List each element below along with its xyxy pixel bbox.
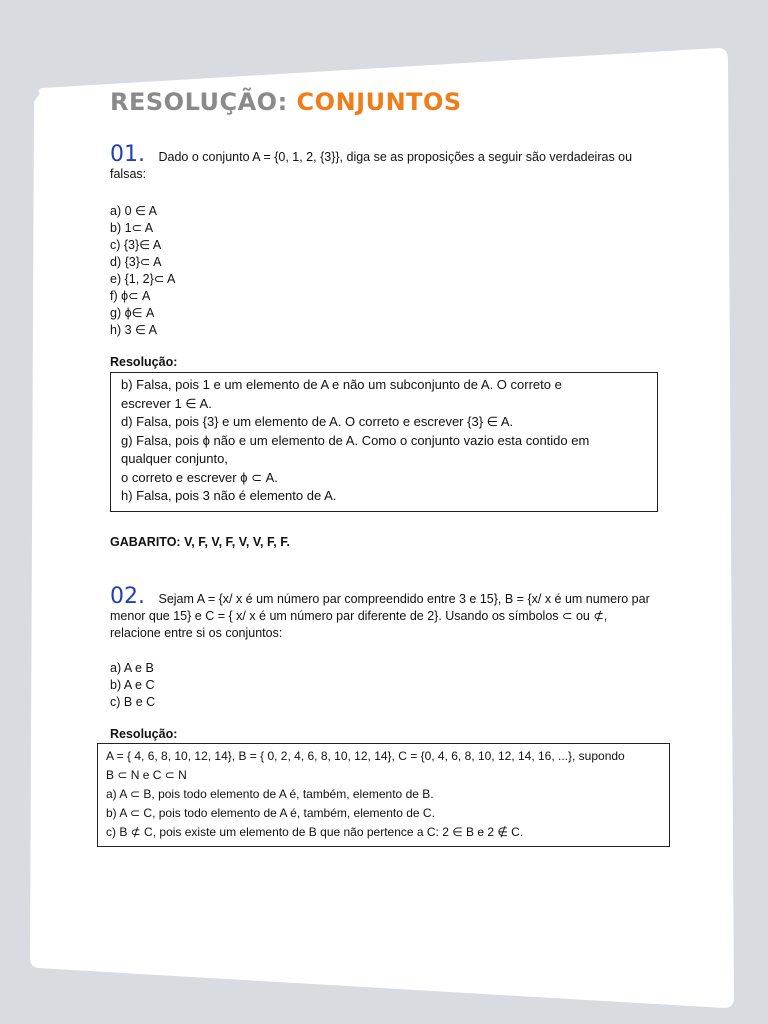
list-item: f) ϕ⊂ A (110, 289, 151, 303)
question-2-resolution-label: Resolução: (110, 727, 178, 741)
question-2-items (110, 660, 155, 711)
resolution-line: escrever 1 ∈ A. (121, 395, 212, 411)
list-item: a) A e B (110, 661, 154, 675)
list-item: e) {1, 2}⊂ A (110, 272, 176, 286)
question-1-number: 01. (110, 142, 145, 167)
resolution-line: A = { 4, 6, 8, 10, 12, 14}, B = { 0, 2, 4, 6, 8, 10, 12, 14}, C = {0, 4, 6, 8, 10, 12, 14, 16, ...}, supondo (106, 749, 625, 763)
question-1-items (110, 203, 175, 339)
resolution-line: d) Falsa, pois {3} e um elemento de A. O correto e escrever {3} ∈ A. (121, 414, 514, 429)
question-2-number: 02. (110, 584, 145, 609)
resolution-line: a) A ⊂ B, pois todo elemento de A é, também, elemento de B. (106, 787, 434, 801)
list-item: b) 1⊂ A (110, 221, 154, 235)
title-topic: CONJUNTOS (296, 88, 462, 116)
list-item: b) A e C (110, 678, 155, 692)
page-title (110, 88, 462, 116)
list-item: d) {3}⊂ A (110, 255, 162, 269)
answer-key: GABARITO: V, F, V, F, V, V, F, F. (110, 535, 290, 549)
list-item: c) B e C (110, 695, 156, 709)
question-1-resolution-box (110, 372, 658, 512)
question-2-resolution-box (97, 743, 670, 847)
question-1-text: Dado o conjunto A = {0, 1, 2, {3}}, diga se as proposições a seguir são verdadeiras ou falsas: (110, 150, 633, 181)
question-2-text: Sejam A = {x/ x é um número par compreendido entre 3 e 15}, B = {x/ x é um numero par menor que 15} e C = { x/ x é um número par diferente de 2}. Usando os símbolos ⊂ ou ⊄, relacione entre si os conjuntos: (110, 592, 650, 640)
list-item: h) 3 ∈ A (110, 323, 158, 337)
question-2-statement (110, 584, 650, 642)
title-prefix: RESOLUÇÃO: (110, 88, 288, 116)
resolution-line: B ⊂ N e C ⊂ N (106, 768, 187, 782)
resolution-line: o correto e escrever ϕ ⊂ A. (121, 469, 278, 485)
question-1-resolution-label: Resolução: (110, 355, 178, 369)
list-item: g) ϕ∈ A (110, 306, 155, 320)
resolution-line: qualquer conjunto, (121, 451, 228, 466)
resolution-line: g) Falsa, pois ϕ não e um elemento de A. Como o conjunto vazio esta contido em (121, 432, 590, 448)
resolution-line: b) A ⊂ C, pois todo elemento de A é, também, elemento de C. (106, 806, 435, 820)
resolution-line: b) Falsa, pois 1 e um elemento de A e não um subconjunto de A. O correto e (121, 377, 562, 392)
resolution-line: h) Falsa, pois 3 não é elemento de A. (121, 488, 337, 503)
list-item: c) {3}∈ A (110, 238, 162, 252)
question-1-statement (110, 142, 655, 183)
resolution-line: c) B ⊄ C, pois existe um elemento de B que não pertence a C: 2 ∈ B e 2 ∉ C. (106, 825, 524, 839)
list-item: a) 0 ∈ A (110, 204, 158, 218)
